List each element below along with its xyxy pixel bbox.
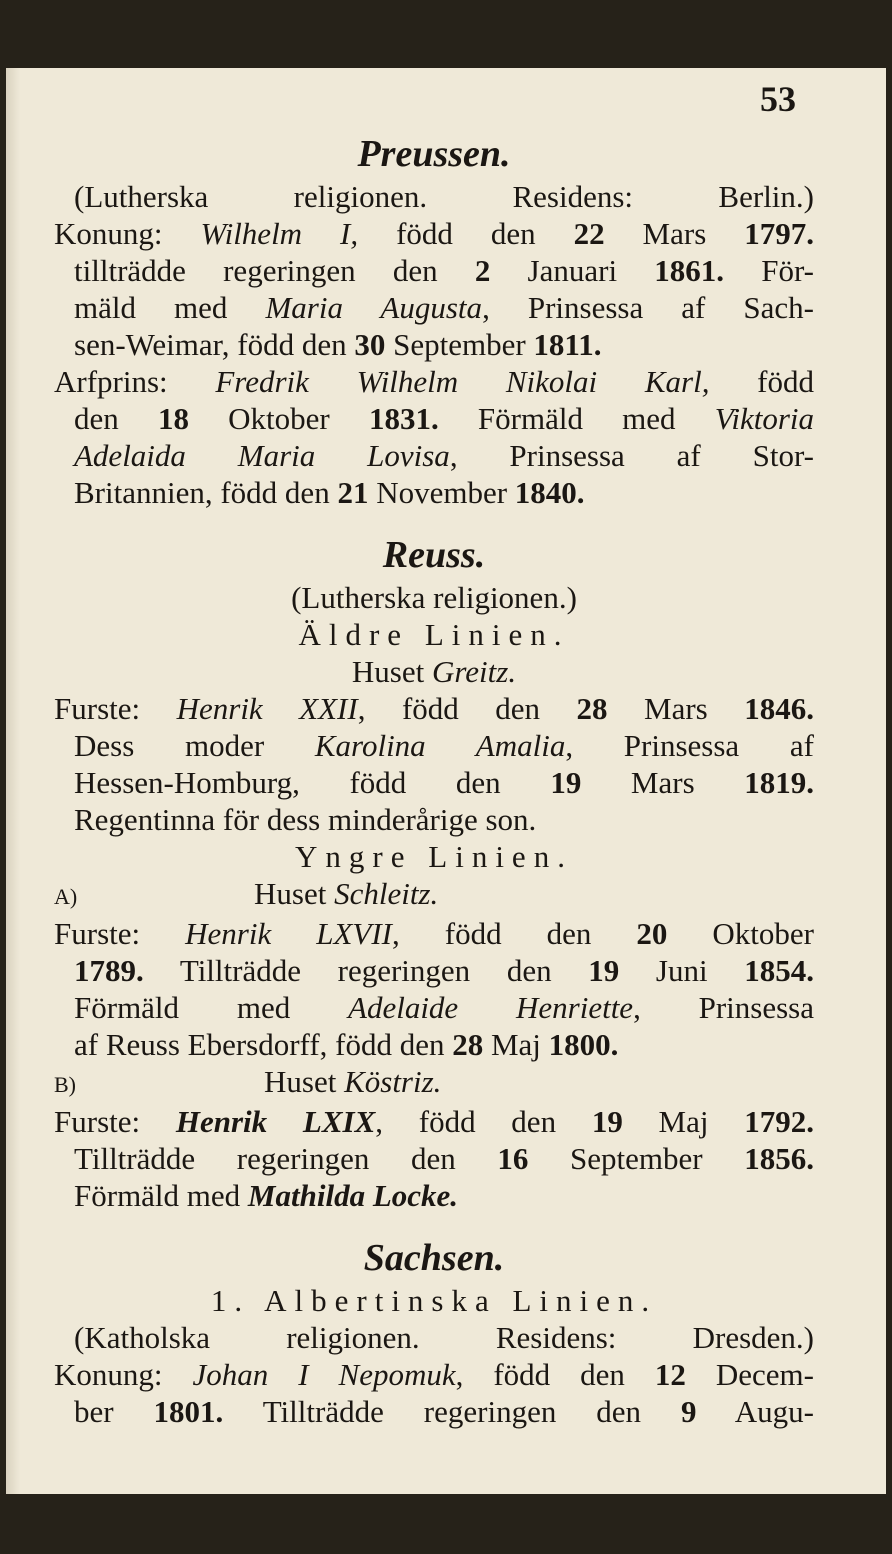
page-spine-shadow — [6, 68, 20, 1494]
paragraph-line: tillträdde regeringen den 2 Januari 1861. För- — [74, 253, 814, 288]
paragraph-line: Britannien, född den 21 November 1840. — [74, 475, 585, 510]
line-heading-old: Äldre Linien. — [298, 617, 570, 652]
paragraph-line: Furste: Henrik XXII, född den 28 Mars 1846. — [54, 691, 814, 726]
preussen-intro: (Lutherska religionen. Residens: Berlin.) — [74, 179, 814, 214]
house-greitz: Huset Greitz. — [351, 654, 517, 689]
sachsen-line-heading: 1. Albertinska Linien. — [210, 1283, 658, 1318]
paragraph-line: Regentinna för dess minderårige son. — [74, 802, 537, 837]
paragraph-line: Konung: Wilhelm I, född den 22 Mars 1797. — [54, 216, 814, 251]
paragraph-line: Hessen-Homburg, född den 19 Mars 1819. — [74, 765, 815, 800]
paragraph-line: Dess moder Karolina Amalia, Prinsessa af — [74, 728, 814, 763]
paragraph-line: Förmäld med Adelaide Henriette, Prinsessa — [74, 990, 814, 1025]
section-title-preussen: Preussen. — [357, 133, 511, 175]
paragraph-line: ber 1801. Tillträdde regeringen den 9 Augu- — [74, 1394, 814, 1429]
page-text — [54, 130, 814, 1430]
line-heading-young: Yngre Linien. — [295, 839, 573, 874]
paragraph-line: 1789. Tillträdde regeringen den 19 Juni 1854. — [74, 953, 814, 988]
section-title-reuss: Reuss. — [382, 534, 486, 576]
sachsen-intro: (Katholska religionen. Residens: Dresden.) — [74, 1320, 814, 1355]
paragraph-line: Förmäld med Mathilda Locke. — [74, 1178, 459, 1213]
paragraph-line: af Reuss Ebersdorff, född den 28 Maj 1800. — [74, 1027, 619, 1062]
paragraph-line: den 18 Oktober 1831. Förmäld med Viktoria — [74, 401, 815, 436]
book-page — [6, 68, 886, 1494]
house-kostriz: B) Huset Köstriz. — [54, 1064, 442, 1099]
paragraph-line: mäld med Maria Augusta, Prinsessa af Sach- — [74, 290, 814, 325]
paragraph-line: Tillträdde regeringen den 16 September 1856. — [74, 1141, 815, 1176]
paragraph-line: Konung: Johan I Nepomuk, född den 12 Decem- — [54, 1357, 814, 1392]
reuss-intro: (Lutherska religionen.) — [291, 580, 577, 615]
paragraph-line: Arfprins: Fredrik Wilhelm Nikolai Karl, född — [54, 364, 814, 399]
paragraph-line: Furste: Henrik LXIX, född den 19 Maj 1792. — [54, 1104, 814, 1139]
paragraph-line: Furste: Henrik LXVII, född den 20 Oktober — [54, 916, 814, 951]
paragraph-line: sen-Weimar, född den 30 September 1811. — [74, 327, 602, 362]
paragraph-line: Adelaida Maria Lovisa, Prinsessa af Stor- — [74, 438, 814, 473]
page-number: 53 — [760, 79, 796, 119]
section-title-sachsen: Sachsen. — [363, 1237, 505, 1279]
house-schleitz: A) Huset Schleitz. — [54, 876, 439, 911]
